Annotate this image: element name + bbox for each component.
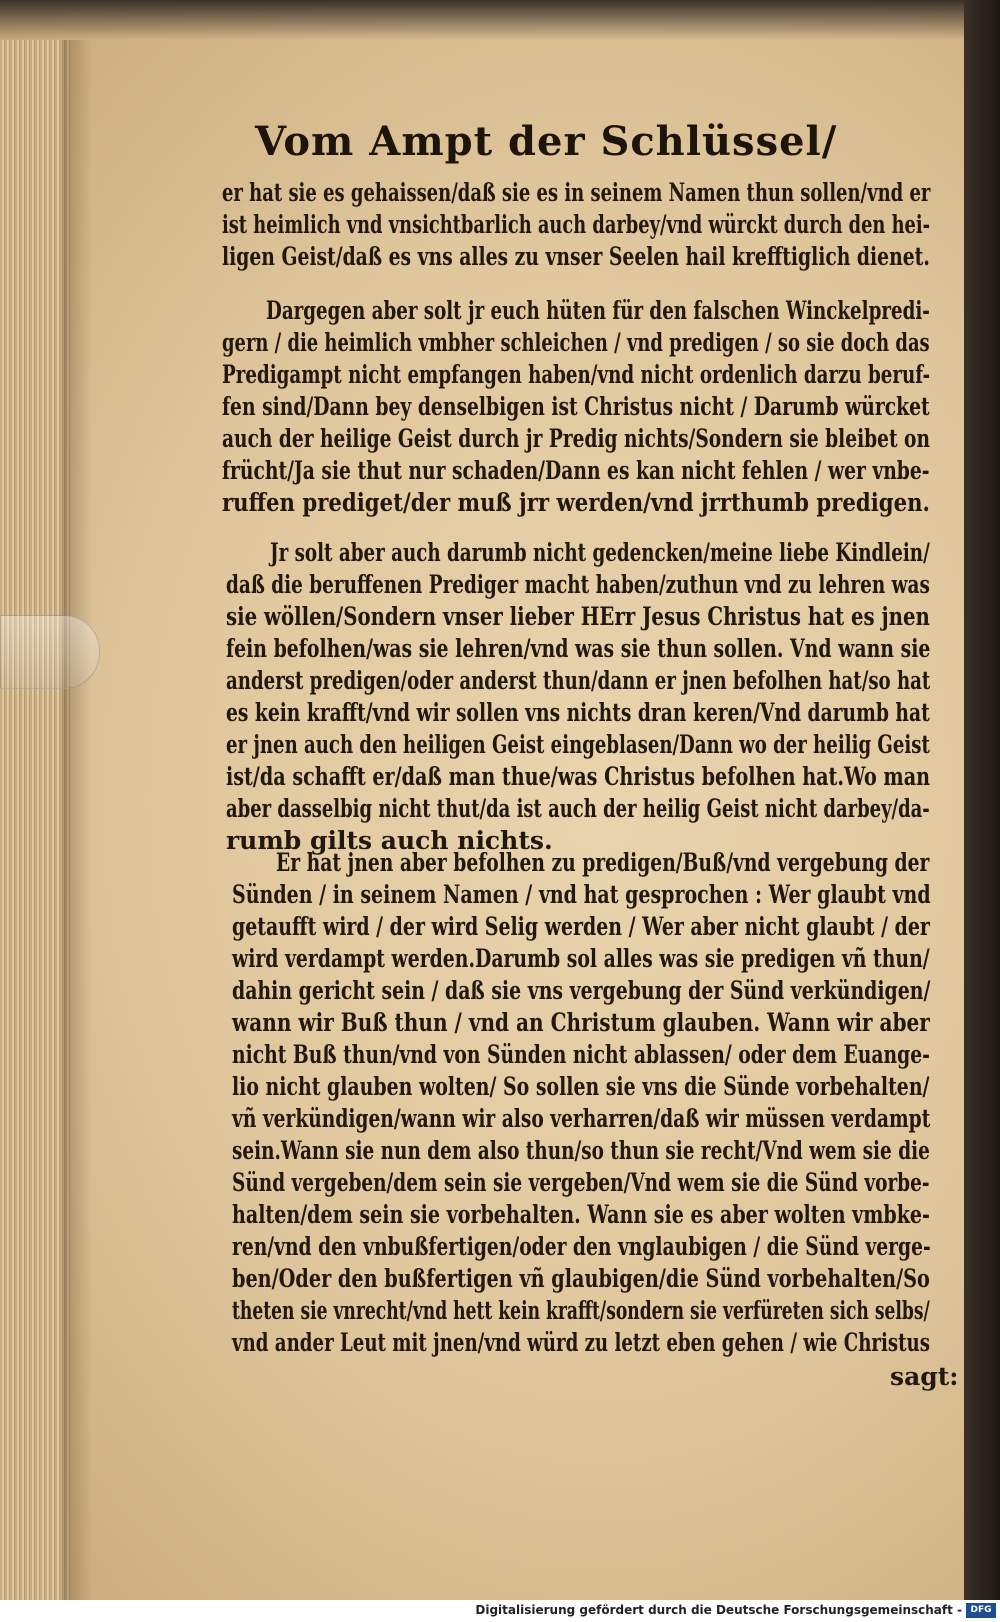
- text-line: frücht/Ja sie thut nur schaden/Dann es kan nicht fehlen / wer vnbe-: [222, 456, 930, 485]
- footer-credit: Digitalisierung gefördert durch die Deutsche Forschungsgemeinschaft -: [475, 1603, 962, 1617]
- text-line: theten sie vnrecht/vnd hett kein krafft/sondern sie verfüreten sich selbs/: [232, 1296, 930, 1325]
- text-line: vñ verkündigen/wann wir also verharren/daß wir müssen verdampt: [232, 1104, 931, 1133]
- top-shadow: [0, 0, 1000, 40]
- text-line: daß die beruffenen Prediger macht haben/zuthun vnd zu lehren was: [226, 570, 930, 599]
- text-line: er jnen auch den heiligen Geist eingeblasen/Dann wo der heilig Geist: [226, 730, 930, 759]
- page-heading: Vom Ampt der Schlüssel/: [255, 118, 838, 165]
- gutter-shadow: [62, 40, 92, 1600]
- text-line: ren/vnd den vnbußfertigen/oder den vnglaubigen / die Sünd verge-: [232, 1232, 931, 1261]
- text-line: auch der heilige Geist durch jr Predig nichts/Sondern sie bleibet on: [222, 424, 930, 453]
- footer-bar: [0, 1600, 1000, 1622]
- book-page-edges: [0, 40, 70, 1600]
- text-line: ligen Geist/daß es vns alles zu vnser Seelen hail krefftiglich dienet.: [222, 242, 930, 271]
- text-line: wann wir Buß thun / vnd an Christum glauben. Wann wir aber: [232, 1008, 930, 1037]
- catchword: sagt:: [890, 1362, 959, 1391]
- text-line: aber dasselbig nicht thut/da ist auch der heilig Geist nicht darbey/da-: [226, 794, 930, 823]
- text-line: sein.Wann sie nun dem also thun/so thun sie recht/Vnd wem sie die: [232, 1136, 930, 1165]
- text-line: er hat sie es gehaissen/daß sie es in seinem Namen thun sollen/vnd er: [222, 178, 931, 207]
- text-line: vnd ander Leut mit jnen/vnd würd zu letzt eben gehen / wie Christus: [232, 1328, 930, 1357]
- text-line: lio nicht glauben wolten/ So sollen sie vns die Sünde vorbehalten/: [232, 1072, 930, 1101]
- text-line: Sünd vergeben/dem sein sie vergeben/Vnd wem sie die Sünd vorbe-: [232, 1168, 930, 1197]
- text-line: fein befolhen/was sie lehren/vnd was sie thun sollen. Vnd wann sie: [226, 634, 931, 663]
- text-line: halten/dem sein sie vorbehalten. Wann sie es aber wolten vmbke-: [232, 1200, 930, 1229]
- text-line: sie wöllen/Sondern vnser lieber HErr Jesus Christus hat es jnen: [226, 602, 930, 631]
- bookmark-strap: [0, 615, 100, 689]
- right-dark-edge: [964, 0, 1000, 1600]
- dfg-logo: DFG: [966, 1603, 996, 1618]
- text-line: anderst predigen/oder anderst thun/dann er jnen befolhen hat/so hat: [226, 666, 931, 695]
- text-line: Er hat jnen aber befolhen zu predigen/Buß/vnd vergebung der: [276, 848, 930, 877]
- text-line: dahin gericht sein / daß sie vns vergebung der Sünd verkündigen/: [232, 976, 931, 1005]
- text-line: Jr solt aber auch darumb nicht gedencken/meine liebe Kindlein/: [270, 538, 930, 567]
- text-line: Sünden / in seinem Namen / vnd hat gesprochen : Wer glaubt vnd: [232, 880, 931, 909]
- text-line: nicht Buß thun/vnd von Sünden nicht ablassen/ oder dem Euange-: [232, 1040, 930, 1069]
- text-line: getaufft wird / der wird Selig werden / Wer aber nicht glaubt / der: [232, 912, 930, 941]
- text-line: ist/da schafft er/daß man thue/was Christus befolhen hat.Wo man: [226, 762, 931, 791]
- text-line: Predigampt nicht empfangen haben/vnd nicht ordenlich darzu beruf-: [222, 360, 931, 389]
- text-line: gern / die heimlich vmbher schleichen / vnd predigen / so sie doch das: [222, 328, 930, 357]
- text-line: ruffen prediget/der muß jrr werden/vnd jrrthumb predigen.: [222, 488, 930, 517]
- text-line: ben/Oder den bußfertigen vñ glaubigen/die Sünd vorbehalten/So: [232, 1264, 930, 1293]
- text-line: Dargegen aber solt jr euch hüten für den falschen Winckelpredi-: [266, 296, 930, 325]
- text-line: fen sind/Dann bey denselbigen ist Christus nicht / Darumb würcket: [222, 392, 930, 421]
- text-line: es kein krafft/vnd wir sollen vns nichts dran keren/Vnd darumb hat: [226, 698, 930, 727]
- text-line: ist heimlich vnd vnsichtbarlich auch darbey/vnd würckt durch den hei-: [222, 210, 931, 239]
- text-line: wird verdampt werden.Darumb sol alles was sie predigen vñ thun/: [232, 944, 930, 973]
- text-line: rumb gilts auch nichts.: [226, 826, 553, 855]
